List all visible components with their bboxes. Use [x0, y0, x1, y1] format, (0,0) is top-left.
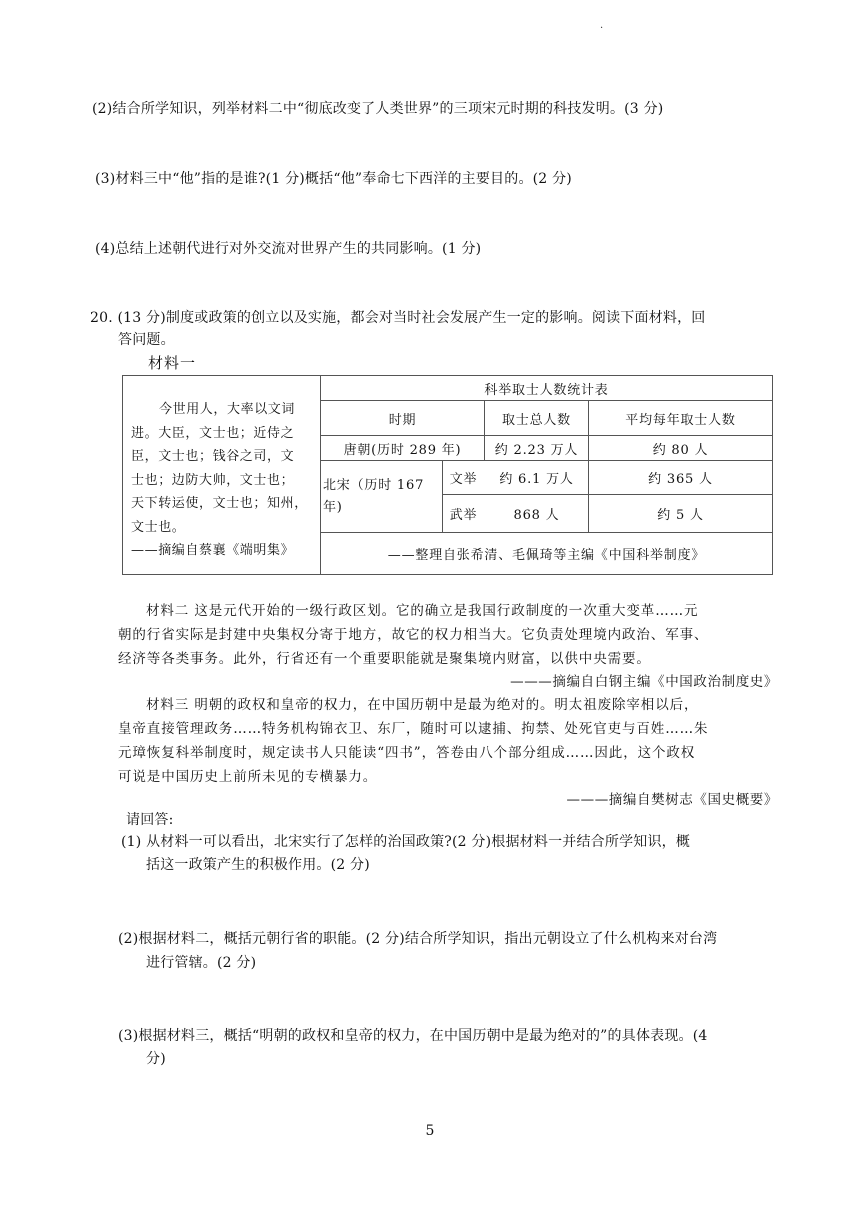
tang-total: 约 2.23 万人 — [494, 442, 579, 458]
material1-quote — [131, 398, 321, 563]
q20-stem-line2: 答问题。 — [118, 332, 175, 348]
material2-line: 朝的行省实际是封建中央集权分寄于地方，故它的权力相当大。它负责处理境内政治、军事、 — [118, 627, 709, 643]
top-mark: . — [600, 20, 604, 31]
quote-line: 臣，文士也；钱谷之司，文 — [131, 449, 295, 464]
song-period: 北宋（历时 167年) — [323, 477, 425, 515]
table-source: ——整理自张希清、毛佩琦等主编《中国科举制度》 — [387, 548, 706, 563]
quote-line: 文士也。 — [131, 519, 186, 535]
wen-total: 约 6.1 万人 — [499, 472, 574, 487]
material3 — [118, 693, 778, 789]
wu-average: 约 5 人 — [657, 508, 704, 523]
page-number: 5 — [425, 1123, 435, 1139]
material1-table — [122, 375, 773, 575]
header-average: 平均每年取士人数 — [625, 412, 736, 428]
material3-line: 皇帝直接管理政务……特务机构锦衣卫、东厂，随时可以逮捕、拘禁、处死官吏与百姓……朱 — [118, 721, 709, 737]
material2 — [118, 599, 778, 671]
header-period: 时期 — [388, 412, 417, 428]
quote-line: 天下转运使，文士也；知州， — [131, 496, 308, 511]
quote-line: 进。大臣，文士也；近侍之 — [131, 425, 295, 441]
sub1-line1: (1) 从材料一可以看出，北宋实行了怎样的治国政策?(2 分)根据材料一并结合所学知识，概 — [121, 834, 691, 850]
wu-label: 武举 — [449, 508, 478, 523]
sub2-line1: (2)根据材料二，概括元朝行省的职能。(2 分)结合所学知识，指出元朝设立了什么机构来对台湾 — [118, 931, 718, 947]
quote-source: ——摘编自蔡襄《端明集》 — [131, 543, 295, 558]
sub1-line2: 括这一政策产生的积极作用。(2 分) — [146, 857, 370, 873]
material3-source: ———摘编自樊树志《国史概要》 — [566, 792, 778, 808]
answer-prompt: 请回答: — [126, 812, 174, 828]
material3-line: 元璋恢复科举制度时，规定读书人只能读“四书”，答卷由八个部分组成……因此，这个政权 — [118, 745, 696, 761]
material2-source: ———摘编自白钢主编《中国政治制度史》 — [510, 674, 778, 690]
q20-stem-line1: 20. (13 分)制度或政策的创立以及实施，都会对当时社会发展产生一定的影响。阅读下面材料，回 — [90, 310, 706, 326]
header-total: 取士总人数 — [501, 412, 571, 428]
q19-part3: (3)材料三中“他”指的是谁?(1 分)概括“他”奉命七下西洋的主要目的。(2 分) — [95, 171, 572, 187]
material2-line: 材料二 这是元代开始的一级行政区划。它的确立是我国行政制度的一次重大变革……元 — [146, 603, 699, 619]
sub3-line2: 分) — [146, 1051, 166, 1067]
quote-line: 今世用人，大率以文词 — [159, 402, 296, 417]
material3-line: 材料三 明朝的政权和皇帝的权力，在中国历朝中是最为绝对的。明太祖废除宰相以后， — [146, 697, 699, 713]
wen-label: 文举 — [449, 472, 478, 487]
material1-title: 材料一 — [148, 354, 197, 372]
material2-line: 经济等各类事务。此外，行省还有一个重要职能就是聚集境内财富，以供中央需要。 — [118, 651, 651, 667]
material3-line: 可说是中国历史上前所未见的专横暴力。 — [118, 769, 378, 785]
sub3-line1: (3)根据材料三，概括“明朝的政权和皇帝的权力，在中国历朝中是最为绝对的”的具体表现。(4 — [118, 1028, 708, 1044]
q19-part4: (4)总结上述朝代进行对外交流对世界产生的共同影响。(1 分) — [95, 241, 482, 257]
table-title: 科举取士人数统计表 — [484, 382, 609, 398]
wen-average: 约 365 人 — [648, 472, 713, 487]
tang-period: 唐朝(历时 289 年) — [343, 442, 462, 458]
q19-part2: (2)结合所学知识，列举材料二中“彻底改变了人类世界”的三项宋元时期的科技发明。(3 分) — [92, 101, 664, 117]
tang-average: 约 80 人 — [652, 442, 709, 458]
quote-line: 士也；边防大帅，文士也； — [131, 472, 295, 488]
wu-total: 868 人 — [513, 508, 560, 523]
sub2-line2: 进行管辖。(2 分) — [146, 955, 257, 971]
